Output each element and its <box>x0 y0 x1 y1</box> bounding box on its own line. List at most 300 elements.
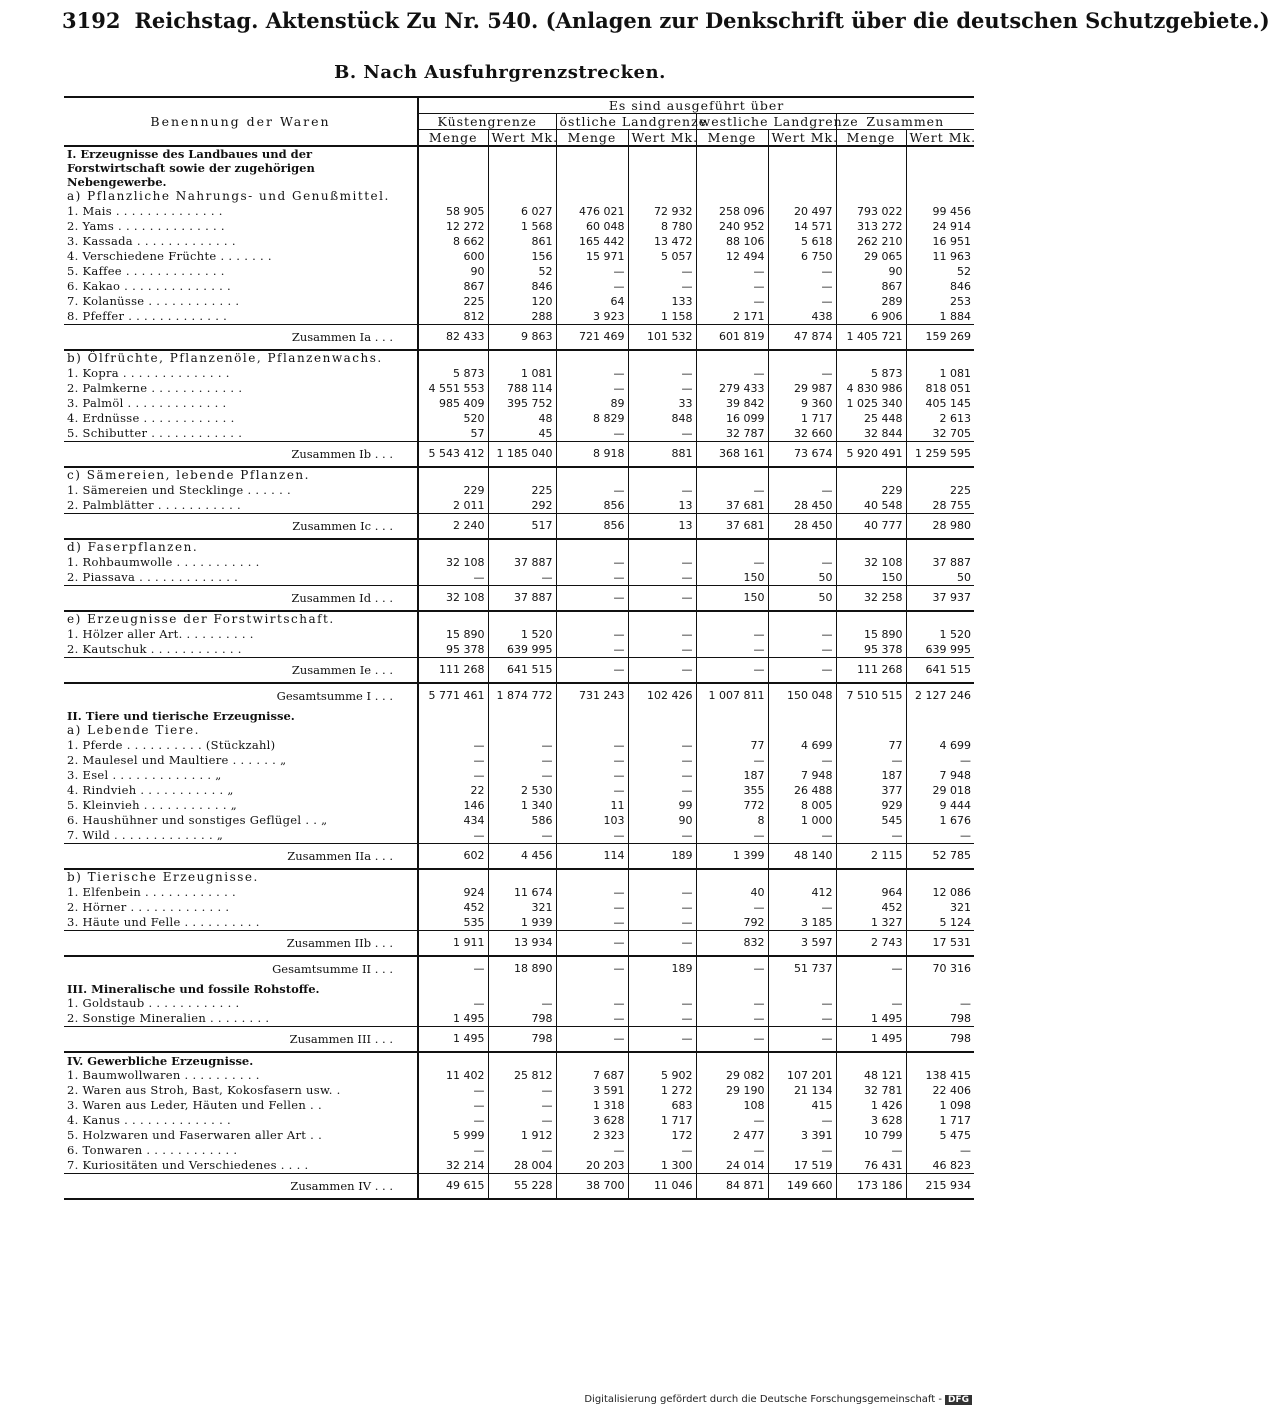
row-label: a) Pflanzliche Nahrungs- und Genußmittel. <box>67 189 390 203</box>
wert-cell: 881 <box>628 442 696 468</box>
wert-cell: 47 874 <box>768 325 836 351</box>
menge-cell: 721 469 <box>556 325 628 351</box>
wert-cell: 861 <box>488 234 556 249</box>
menge-cell: — <box>556 366 628 381</box>
menge-cell <box>556 723 628 738</box>
menge-cell: 1 495 <box>836 1027 906 1053</box>
menge-cell: 7 687 <box>556 1068 628 1083</box>
menge-cell <box>836 146 906 189</box>
wert-cell: — <box>768 642 836 658</box>
menge-cell: 32 108 <box>418 586 488 612</box>
wert-cell <box>628 350 696 366</box>
wert-cell: — <box>628 900 696 915</box>
wert-cell: 20 497 <box>768 204 836 219</box>
wert-cell: 846 <box>488 279 556 294</box>
wert-cell: 99 456 <box>906 204 974 219</box>
table-row <box>64 264 974 279</box>
menge-cell <box>556 350 628 366</box>
wert-cell: — <box>628 366 696 381</box>
wert-cell: — <box>628 768 696 783</box>
menge-cell: — <box>836 1143 906 1158</box>
table-row <box>64 234 974 249</box>
menge-cell <box>696 467 768 483</box>
menge-cell <box>696 539 768 555</box>
wert-cell: 150 048 <box>768 683 836 708</box>
wert-cell <box>768 611 836 627</box>
menge-cell: — <box>556 828 628 844</box>
row-label: Zusammen Ib . . . <box>64 442 418 468</box>
wert-cell: 14 571 <box>768 219 836 234</box>
menge-cell: 5 771 461 <box>418 683 488 708</box>
sub-header-menge: Menge <box>696 130 768 147</box>
wert-cell: 8 005 <box>768 798 836 813</box>
table-row <box>64 279 974 294</box>
wert-cell: — <box>628 381 696 396</box>
wert-cell: 438 <box>768 309 836 325</box>
wert-cell: 6 750 <box>768 249 836 264</box>
row-label: 2. Palmkerne . . . . . . . . . . . . <box>67 381 243 395</box>
menge-cell <box>836 708 906 723</box>
group-header-zusammen: Zusammen <box>836 114 974 130</box>
menge-cell: 5 873 <box>418 366 488 381</box>
menge-cell: 76 431 <box>836 1158 906 1174</box>
wert-cell: 2 530 <box>488 783 556 798</box>
table-row <box>64 900 974 915</box>
row-label: 2. Maulesel und Maultiere . . . . . . „ <box>67 753 287 767</box>
wert-cell: — <box>768 279 836 294</box>
menge-cell: 772 <box>696 798 768 813</box>
sub-header-menge: Menge <box>556 130 628 147</box>
menge-cell: 103 <box>556 813 628 828</box>
menge-cell: 40 777 <box>836 514 906 540</box>
wert-cell <box>488 350 556 366</box>
wert-cell <box>628 189 696 204</box>
wert-cell: 52 785 <box>906 844 974 870</box>
wert-cell: 72 932 <box>628 204 696 219</box>
wert-cell: 11 963 <box>906 249 974 264</box>
menge-cell: — <box>418 956 488 981</box>
menge-cell: 1 495 <box>418 1027 488 1053</box>
menge-cell: 15 971 <box>556 249 628 264</box>
wert-cell <box>768 350 836 366</box>
wert-cell: — <box>906 753 974 768</box>
wert-cell: — <box>628 1143 696 1158</box>
wert-cell <box>628 708 696 723</box>
row-label: 2. Kautschuk . . . . . . . . . . . . <box>67 642 242 656</box>
menge-cell: 22 <box>418 783 488 798</box>
menge-cell: 225 <box>418 294 488 309</box>
wert-cell <box>768 146 836 189</box>
menge-cell: 434 <box>418 813 488 828</box>
menge-cell: 229 <box>418 483 488 498</box>
menge-cell: 8 <box>696 813 768 828</box>
menge-cell: 49 615 <box>418 1174 488 1200</box>
wert-cell: — <box>628 279 696 294</box>
wert-cell: — <box>768 627 836 642</box>
wert-cell: — <box>768 753 836 768</box>
menge-cell: 11 <box>556 798 628 813</box>
menge-cell: 964 <box>836 885 906 900</box>
menge-cell: 173 186 <box>836 1174 906 1200</box>
wert-cell: — <box>628 627 696 642</box>
wert-cell: — <box>488 753 556 768</box>
table-row <box>64 828 974 844</box>
wert-cell: 29 018 <box>906 783 974 798</box>
wert-cell: 6 027 <box>488 204 556 219</box>
menge-cell: 3 628 <box>556 1113 628 1128</box>
menge-cell: 15 890 <box>418 627 488 642</box>
menge-cell: 39 842 <box>696 396 768 411</box>
footer-text: Digitalisierung gefördert durch die Deutsche Forschungsgemeinschaft - <box>584 1394 942 1405</box>
top-header: Es sind ausgeführt über <box>418 97 974 114</box>
row-label: 1. Baumwollwaren . . . . . . . . . . <box>67 1068 260 1082</box>
menge-cell: — <box>696 658 768 684</box>
menge-cell <box>696 869 768 885</box>
wert-cell: 395 752 <box>488 396 556 411</box>
menge-cell: 535 <box>418 915 488 931</box>
menge-cell: — <box>556 996 628 1011</box>
menge-cell: 90 <box>836 264 906 279</box>
menge-cell: 313 272 <box>836 219 906 234</box>
menge-cell: — <box>556 555 628 570</box>
group-header-westlich: westliche Landgrenze <box>696 114 836 130</box>
row-label: 1. Sämereien und Stecklinge . . . . . . <box>67 483 291 497</box>
menge-cell <box>418 146 488 189</box>
wert-cell: — <box>628 783 696 798</box>
menge-cell: 240 952 <box>696 219 768 234</box>
wert-cell: 1 874 772 <box>488 683 556 708</box>
menge-cell: 5 543 412 <box>418 442 488 468</box>
wert-cell: 52 <box>488 264 556 279</box>
wert-cell <box>628 467 696 483</box>
wert-cell <box>488 1052 556 1068</box>
wert-cell: — <box>628 931 696 957</box>
menge-cell: — <box>418 570 488 586</box>
menge-cell <box>696 189 768 204</box>
wert-cell <box>488 723 556 738</box>
table-row <box>64 411 974 426</box>
table-row <box>64 483 974 498</box>
menge-cell <box>836 611 906 627</box>
wert-cell: 798 <box>906 1027 974 1053</box>
wert-cell: 48 <box>488 411 556 426</box>
row-label: Zusammen Ic . . . <box>64 514 418 540</box>
wert-cell: 17 519 <box>768 1158 836 1174</box>
menge-cell: 95 378 <box>836 642 906 658</box>
wert-cell: 21 134 <box>768 1083 836 1098</box>
row-label: 6. Kakao . . . . . . . . . . . . . . <box>67 279 231 293</box>
wert-cell: 24 914 <box>906 219 974 234</box>
menge-cell <box>418 723 488 738</box>
menge-cell: 2 171 <box>696 309 768 325</box>
wert-cell: 52 <box>906 264 974 279</box>
wert-cell: — <box>628 264 696 279</box>
menge-cell: 58 905 <box>418 204 488 219</box>
wert-cell: — <box>628 1011 696 1027</box>
wert-cell: 50 <box>768 586 836 612</box>
wert-cell: 13 <box>628 514 696 540</box>
wert-cell: 33 <box>628 396 696 411</box>
menge-cell <box>696 708 768 723</box>
menge-cell: 10 799 <box>836 1128 906 1143</box>
menge-cell: — <box>696 483 768 498</box>
menge-cell: 90 <box>418 264 488 279</box>
menge-cell: 25 448 <box>836 411 906 426</box>
menge-cell: 258 096 <box>696 204 768 219</box>
menge-cell <box>556 539 628 555</box>
group-header-oestlich: östliche Landgrenze <box>556 114 696 130</box>
wert-cell: 321 <box>906 900 974 915</box>
row-label: Zusammen III . . . <box>64 1027 418 1053</box>
page-header <box>62 8 1270 38</box>
row-label: 3. Esel . . . . . . . . . . . . . „ <box>67 768 222 782</box>
menge-cell: 867 <box>418 279 488 294</box>
row-label: 4. Verschiedene Früchte . . . . . . . <box>67 249 272 263</box>
table-row <box>64 204 974 219</box>
section-row <box>64 350 974 366</box>
menge-cell: — <box>556 1011 628 1027</box>
menge-cell: — <box>696 996 768 1011</box>
wert-cell: 639 995 <box>906 642 974 658</box>
wert-cell: 1 717 <box>906 1113 974 1128</box>
row-label: e) Erzeugnisse der Forstwirtschaft. <box>67 612 335 626</box>
total-row <box>64 1027 974 1053</box>
menge-cell: — <box>696 366 768 381</box>
table-row <box>64 783 974 798</box>
wert-cell: 1 717 <box>628 1113 696 1128</box>
menge-cell: 32 844 <box>836 426 906 442</box>
menge-cell: 32 108 <box>418 555 488 570</box>
wert-cell: 517 <box>488 514 556 540</box>
menge-cell: — <box>696 1143 768 1158</box>
wert-cell: 4 699 <box>906 738 974 753</box>
wert-cell <box>628 611 696 627</box>
menge-cell: 64 <box>556 294 628 309</box>
menge-cell: 867 <box>836 279 906 294</box>
menge-cell: 38 700 <box>556 1174 628 1200</box>
wert-cell: 586 <box>488 813 556 828</box>
menge-cell <box>696 611 768 627</box>
menge-cell: 12 272 <box>418 219 488 234</box>
wert-cell: 37 937 <box>906 586 974 612</box>
menge-cell <box>418 611 488 627</box>
menge-cell: — <box>556 642 628 658</box>
table-row <box>64 798 974 813</box>
menge-cell: 545 <box>836 813 906 828</box>
menge-cell: — <box>556 570 628 586</box>
wert-cell: 172 <box>628 1128 696 1143</box>
section-row <box>64 708 974 723</box>
wert-cell: 11 674 <box>488 885 556 900</box>
wert-cell: 189 <box>628 956 696 981</box>
menge-cell <box>836 539 906 555</box>
table-row <box>64 1143 974 1158</box>
row-label: 2. Sonstige Mineralien . . . . . . . . <box>67 1011 270 1025</box>
row-label: 1. Goldstaub . . . . . . . . . . . . <box>67 996 240 1010</box>
wert-cell: — <box>488 1143 556 1158</box>
dfg-logo: DFG <box>945 1395 972 1405</box>
menge-cell: 452 <box>836 900 906 915</box>
wert-cell: 28 755 <box>906 498 974 514</box>
menge-cell: — <box>556 279 628 294</box>
table-row <box>64 885 974 900</box>
row-label: IV. Gewerbliche Erzeugnisse. <box>67 1053 254 1068</box>
menge-cell <box>836 869 906 885</box>
menge-cell: 3 923 <box>556 309 628 325</box>
row-label: 1. Kopra . . . . . . . . . . . . . . <box>67 366 230 380</box>
menge-cell <box>418 539 488 555</box>
row-label: 1. Pferde . . . . . . . . . . (Stückzahl) <box>67 738 276 752</box>
menge-cell: — <box>556 586 628 612</box>
wert-cell: 50 <box>906 570 974 586</box>
menge-cell: — <box>418 738 488 753</box>
menge-cell: 29 065 <box>836 249 906 264</box>
menge-cell: 32 214 <box>418 1158 488 1174</box>
menge-cell <box>556 1052 628 1068</box>
menge-cell <box>836 981 906 996</box>
menge-cell: 2 240 <box>418 514 488 540</box>
menge-cell: 150 <box>836 570 906 586</box>
wert-cell: — <box>488 570 556 586</box>
wert-cell <box>906 869 974 885</box>
wert-cell: 641 515 <box>906 658 974 684</box>
menge-cell: 4 551 553 <box>418 381 488 396</box>
wert-cell: 641 515 <box>488 658 556 684</box>
row-label: 2. Piassava . . . . . . . . . . . . . <box>67 570 239 584</box>
row-label: 2. Yams . . . . . . . . . . . . . . <box>67 219 225 233</box>
menge-cell: 8 918 <box>556 442 628 468</box>
menge-cell: 11 402 <box>418 1068 488 1083</box>
menge-cell: — <box>418 996 488 1011</box>
wert-cell <box>906 723 974 738</box>
wert-cell: 50 <box>768 570 836 586</box>
row-label: II. Tiere und tierische Erzeugnisse. <box>67 708 295 723</box>
menge-cell <box>418 708 488 723</box>
menge-cell: 24 014 <box>696 1158 768 1174</box>
menge-cell: 40 <box>696 885 768 900</box>
wert-cell: — <box>628 915 696 931</box>
total-row <box>64 325 974 351</box>
menge-cell: — <box>696 956 768 981</box>
menge-cell: 7 510 515 <box>836 683 906 708</box>
menge-cell: 16 099 <box>696 411 768 426</box>
section-row <box>64 1052 974 1068</box>
group-header-kueste: Küstengrenze <box>418 114 556 130</box>
menge-cell <box>696 723 768 738</box>
wert-cell: 101 532 <box>628 325 696 351</box>
menge-cell <box>418 350 488 366</box>
wert-cell: 37 887 <box>906 555 974 570</box>
menge-cell <box>556 611 628 627</box>
row-label: a) Lebende Tiere. <box>67 723 200 737</box>
wert-cell <box>906 467 974 483</box>
table-row <box>64 570 974 586</box>
wert-cell: 1 568 <box>488 219 556 234</box>
wert-cell: 9 360 <box>768 396 836 411</box>
wert-cell <box>768 539 836 555</box>
wert-cell: 149 660 <box>768 1174 836 1200</box>
row-label: 4. Rindvieh . . . . . . . . . . . „ <box>67 783 234 797</box>
menge-cell: 6 906 <box>836 309 906 325</box>
wert-cell: — <box>768 900 836 915</box>
wert-cell: 798 <box>488 1011 556 1027</box>
wert-cell: 48 140 <box>768 844 836 870</box>
wert-cell: — <box>628 426 696 442</box>
menge-cell: 111 268 <box>836 658 906 684</box>
row-label: Gesamtsumme II . . . <box>272 962 393 976</box>
menge-cell: 856 <box>556 514 628 540</box>
table-row <box>64 1098 974 1113</box>
table-row <box>64 813 974 828</box>
section-row <box>64 981 974 996</box>
menge-cell: 3 591 <box>556 1083 628 1098</box>
menge-cell: 165 442 <box>556 234 628 249</box>
menge-cell: 1 405 721 <box>836 325 906 351</box>
col-goods-header: Benennung der Waren <box>64 97 418 146</box>
menge-cell: 29 082 <box>696 1068 768 1083</box>
row-label: 5. Kleinvieh . . . . . . . . . . . „ <box>67 798 238 812</box>
wert-cell: — <box>628 586 696 612</box>
wert-cell: 288 <box>488 309 556 325</box>
wert-cell: 37 887 <box>488 586 556 612</box>
menge-cell: 5 873 <box>836 366 906 381</box>
wert-cell <box>768 1052 836 1068</box>
menge-cell: — <box>556 483 628 498</box>
menge-cell: — <box>696 900 768 915</box>
wert-cell: 5 124 <box>906 915 974 931</box>
wert-cell: 22 406 <box>906 1083 974 1098</box>
menge-cell <box>836 189 906 204</box>
wert-cell: — <box>906 996 974 1011</box>
wert-cell: 405 145 <box>906 396 974 411</box>
wert-cell: 1 520 <box>906 627 974 642</box>
section-title: B. Nach Ausfuhrgrenzstrecken. <box>334 62 666 83</box>
menge-cell: 40 548 <box>836 498 906 514</box>
wert-cell: 133 <box>628 294 696 309</box>
menge-cell: 2 743 <box>836 931 906 957</box>
wert-cell: — <box>768 555 836 570</box>
sub-header-menge: Menge <box>418 130 488 147</box>
menge-cell: 150 <box>696 586 768 612</box>
wert-cell: 99 <box>628 798 696 813</box>
wert-cell: — <box>628 738 696 753</box>
row-label: d) Faserpflanzen. <box>67 540 199 554</box>
wert-cell: 1 300 <box>628 1158 696 1174</box>
menge-cell: 146 <box>418 798 488 813</box>
wert-cell: 253 <box>906 294 974 309</box>
wert-cell: — <box>628 828 696 844</box>
wert-cell: 5 057 <box>628 249 696 264</box>
wert-cell: 1 081 <box>488 366 556 381</box>
wert-cell: — <box>768 1011 836 1027</box>
wert-cell: — <box>488 996 556 1011</box>
wert-cell: — <box>768 1143 836 1158</box>
row-label: b) Tierische Erzeugnisse. <box>67 870 259 884</box>
menge-cell: — <box>556 658 628 684</box>
wert-cell: 107 201 <box>768 1068 836 1083</box>
menge-cell: 8 662 <box>418 234 488 249</box>
wert-cell <box>906 350 974 366</box>
menge-cell: — <box>836 753 906 768</box>
menge-cell <box>696 981 768 996</box>
menge-cell: 48 121 <box>836 1068 906 1083</box>
row-label: 5. Holzwaren und Faserwaren aller Art . . <box>67 1128 323 1142</box>
wert-cell: 1 884 <box>906 309 974 325</box>
menge-cell: 1 025 340 <box>836 396 906 411</box>
menge-cell <box>556 981 628 996</box>
wert-cell: 415 <box>768 1098 836 1113</box>
wert-cell: 798 <box>488 1027 556 1053</box>
